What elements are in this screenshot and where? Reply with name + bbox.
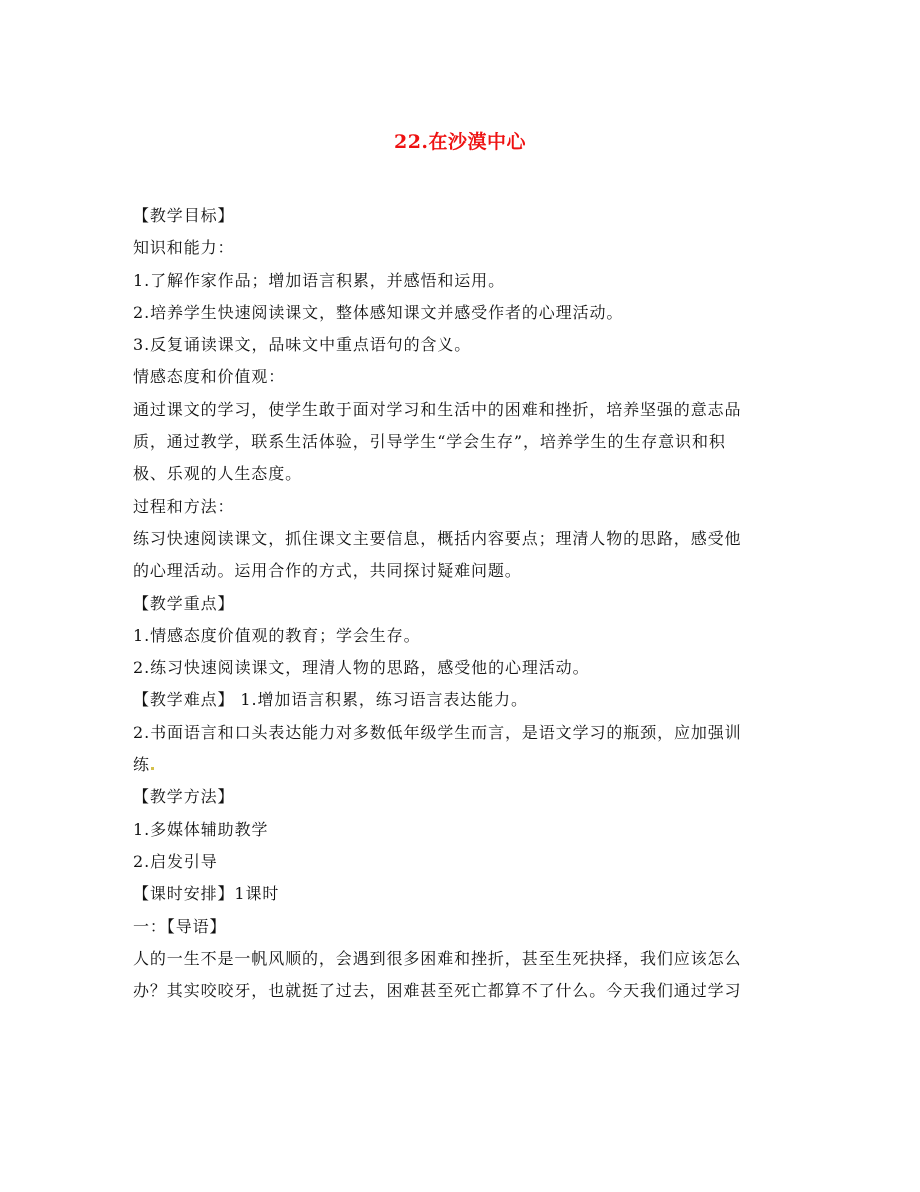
method-item-2: 2.启发引导	[133, 851, 218, 871]
section-heading-teaching-goals: 【教学目标】	[133, 206, 235, 225]
section-heading-key-points: 【教学重点】	[133, 593, 235, 613]
subheading-emotion-values: 情感态度和价值观：	[133, 367, 286, 387]
text-fragment: 练	[133, 755, 150, 775]
paragraph-line: 通过课文的学习，使学生敢于面对学习和生活中的困难和挫折，培养坚强的意志品	[133, 399, 742, 419]
difficulty-item-2: 2.书面语言和口头表达能力对多数低年级学生而言，是语文学习的瓶颈，应加强训	[133, 722, 742, 742]
document-title: 22.在沙漠中心	[393, 131, 527, 153]
subheading-process-method: 过程和方法：	[133, 496, 235, 516]
section-heading-difficulties: 【教学难点】 1.增加语言积累，练习语言表达能力。	[133, 690, 528, 710]
goal-item-2: 2.培养学生快速阅读课文，整体感知课文并感受作者的心理活动。	[133, 302, 624, 322]
paragraph-line: 质，通过教学，联系生活体验，引导学生“学会生存”，培养学生的生存意识和积	[133, 432, 726, 452]
paragraph-line: 的心理活动。运用合作的方式，共同探讨疑难问题。	[133, 561, 522, 581]
document-body	[133, 200, 793, 1007]
goal-item-1: 1.了解作家作品；增加语言积累，并感悟和运用。	[133, 270, 505, 290]
subheading-knowledge-ability: 知识和能力：	[133, 238, 235, 258]
section-heading-teaching-methods: 【教学方法】	[133, 787, 235, 807]
difficulty-item-2-cont	[133, 749, 793, 781]
section-heading-intro: 一：【导语】	[133, 916, 227, 936]
paragraph-line: 人的一生不是一帆风顺的，会遇到很多困难和挫折，甚至生死抉择，我们应该怎么	[133, 948, 742, 968]
paragraph-line: 办？其实咬咬牙，也就挺了过去，困难甚至死亡都算不了什么。今天我们通过学习	[133, 981, 742, 1001]
key-point-item-2: 2.练习快速阅读课文，理清人物的思路，感受他的心理活动。	[133, 658, 590, 678]
method-item-1: 1.多媒体辅助教学	[133, 819, 269, 839]
goal-item-3: 3.反复诵读课文，品味文中重点语句的含义。	[133, 335, 472, 355]
key-point-item-1: 1.情感态度价值观的教育；学会生存。	[133, 625, 421, 645]
paragraph-line: 练习快速阅读课文，抓住课文主要信息，概括内容要点；理清人物的思路，感受他	[133, 528, 742, 548]
paragraph-line: 极、乐观的人生态度。	[133, 464, 303, 484]
section-heading-schedule: 【课时安排】1课时	[133, 884, 280, 904]
revision-marker	[151, 767, 154, 770]
